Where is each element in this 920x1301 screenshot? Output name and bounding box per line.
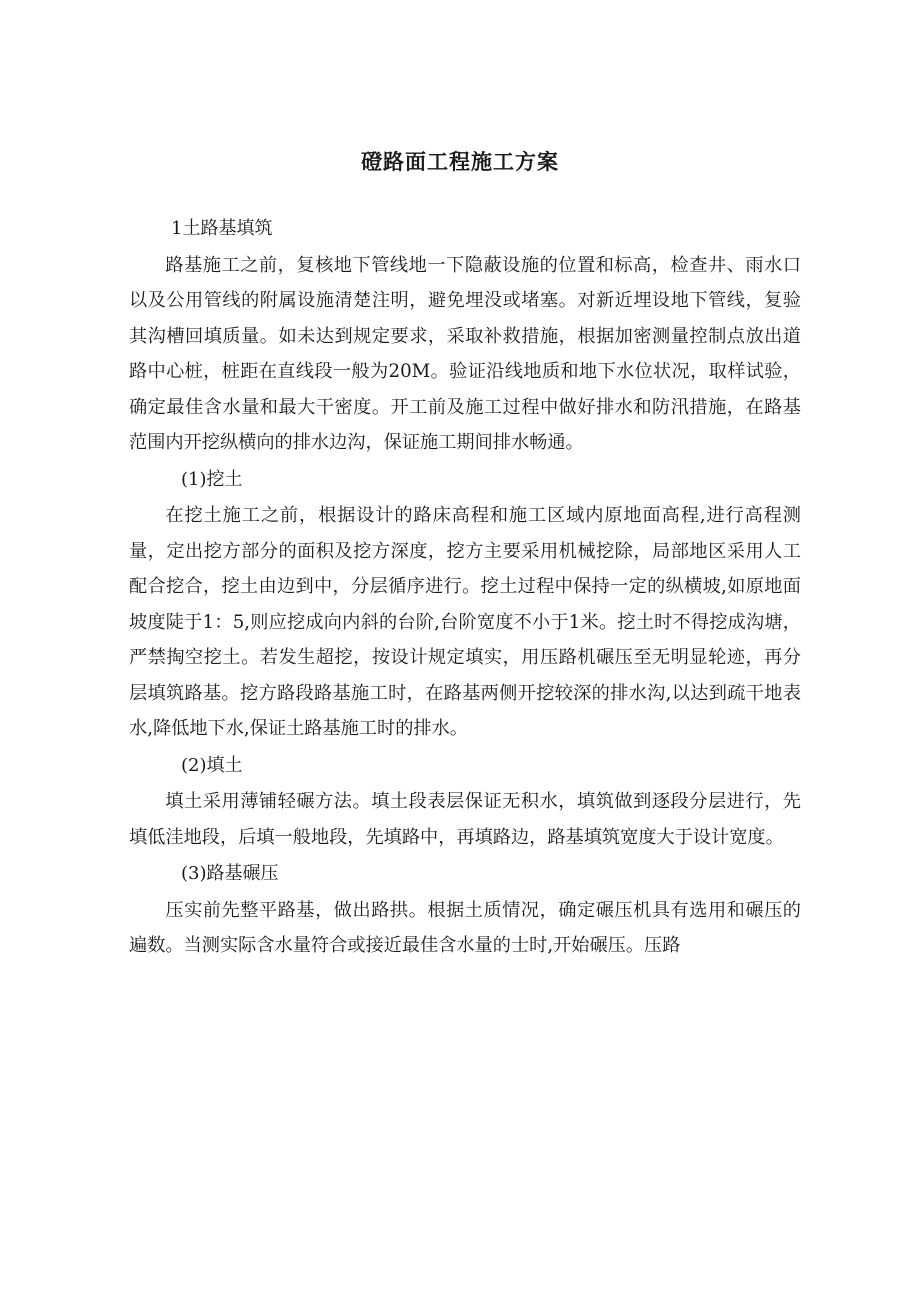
document-body	[129, 210, 801, 964]
paragraph-excavation: 在挖土施工之前，根据设计的路床高程和施工区域内原地面高程,进行高程测量，定出挖方部分的面积及挖方深度，挖方主要采用机械挖除，局部地区采用人工配合挖合，挖土由边到中，分层循序进行。挖土过程中保持一定的纵横坡,如原地面坡度陡于1：5,则应挖成向内斜的台阶,台阶宽度不小于1米。挖土时不得挖成沟塘，严禁掏空挖土。若发生超挖，按设计规定填实，用压路机碾压至无明显轮迹，再分层填筑路基。挖方路段路基施工时，在路基两侧开挖较深的排水沟,以达到疏干地表水,降低地下水,保证土路基施工时的排水。	[129, 505, 801, 739]
document-title: 磴路面工程施工方案	[361, 150, 559, 174]
section-heading-excavation: (1)挖土	[181, 468, 243, 490]
paragraph-compaction: 压实前先整平路基，做出路拱。根据土质情况，确定碾压机具有选用和碾压的遍数。当测实际含水量符合或接近最佳含水量的士时,开始碾压。压路	[129, 899, 801, 956]
section-heading-subgrade-filling: 1土路基填筑	[171, 218, 273, 239]
section-heading-compaction: (3)路基碾压	[181, 863, 279, 884]
section-heading-fill: (2)填土	[181, 754, 243, 776]
paragraph-fill: 填土采用薄铺轻碾方法。填土段表层保证无积水，填筑做到逐段分层进行，先填低洼地段，后填一般地段，先填路中，再填路边，路基填筑宽度大于设计宽度。	[129, 791, 801, 848]
paragraph-subgrade-filling: 路基施工之前，复核地下管线地一下隐蔽设施的位置和标高，检查井、雨水口以及公用管线的附属设施清楚注明，避免埋没或堵塞。对新近埋设地下管线，复验其沟槽回填质量。如未达到规定要求，采取补救措施，根据加密测量控制点放出道路中心桩，桩距在直线段一般为20M。验证沿线地质和地下水位状况，取样试验，确定最佳含水量和最大干密度。开工前及施工过程中做好排水和防汛措施，在路基范围内开挖纵横向的排水边沟，保证施工期间排水畅通。	[129, 254, 801, 453]
